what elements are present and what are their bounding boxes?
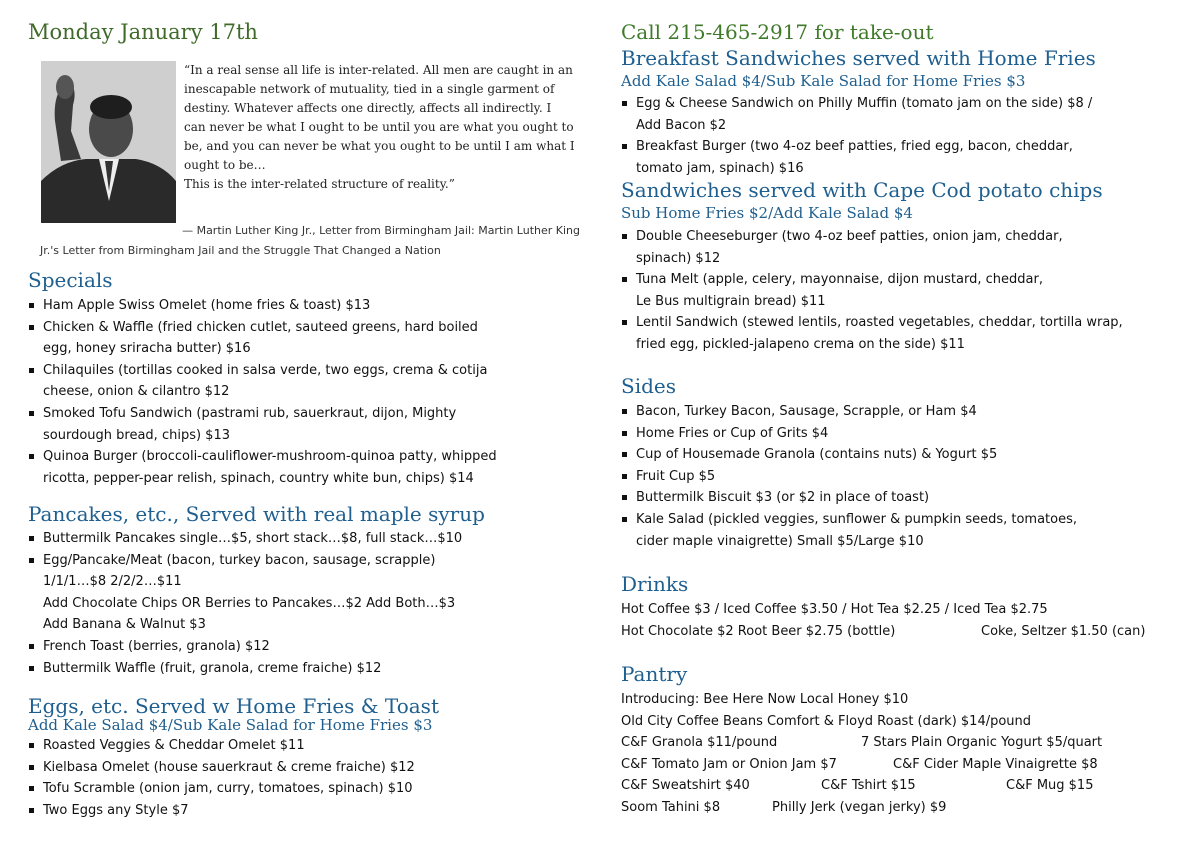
list-item: Chicken & Waffle (fried chicken cutlet, sauteed greens, hard boiled egg, honey sriracha butter) $16 — [28, 317, 497, 360]
pantry-title: Pantry — [621, 662, 688, 686]
list-item: Lentil Sandwich (stewed lentils, roasted vegetables, cheddar, tortilla wrap, fried egg, pickled-jalapeno crema on the side) $11 — [621, 312, 1123, 355]
drinks-coffee-tea: Hot Coffee $3 / Iced Coffee $3.50 / Hot Tea $2.25 / Iced Tea $2.75 — [621, 602, 1048, 617]
list-item: Two Eggs any Style $7 — [28, 800, 415, 822]
list-item: Quinoa Burger (broccoli-cauliflower-mushroom-quinoa patty, whipped ricotta, pepper-pear relish, spinach, country white bun, chips) $14 — [28, 446, 497, 489]
list-item: Cup of Housemade Granola (contains nuts) & Yogurt $5 — [621, 444, 1077, 466]
specials-list — [28, 295, 497, 489]
pantry-jerky: Philly Jerk (vegan jerky) $9 — [772, 799, 947, 815]
specials-title: Specials — [28, 268, 113, 292]
sides-list — [621, 401, 1077, 552]
pantry-honey: Introducing: Bee Here Now Local Honey $10 — [621, 692, 909, 707]
drinks-chocolate-rootbeer: Hot Chocolate $2 Root Beer $2.75 (bottle) — [621, 623, 896, 639]
list-item: Breakfast Burger (two 4-oz beef patties, fried egg, bacon, cheddar, tomato jam, spinach) $16 — [621, 136, 1092, 179]
list-item: Double Cheeseburger (two 4-oz beef patties, onion jam, cheddar, spinach) $12 — [621, 226, 1123, 269]
breakfast-subtitle: Add Kale Salad $4/Sub Kale Salad for Home Fries $3 — [621, 72, 1026, 90]
sandwiches-subtitle: Sub Home Fries $2/Add Kale Salad $4 — [621, 204, 913, 222]
pantry-granola: C&F Granola $11/pound — [621, 735, 778, 751]
pantry-vinaigrette: C&F Cider Maple Vinaigrette $8 — [893, 756, 1098, 772]
list-item: Buttermilk Pancakes single…$5, short stack…$8, full stack…$10 — [28, 528, 462, 550]
pantry-mug: C&F Mug $15 — [1006, 778, 1094, 794]
drinks-coke-seltzer: Coke, Seltzer $1.50 (can) — [981, 623, 1146, 639]
list-item: Roasted Veggies & Cheddar Omelet $11 — [28, 735, 415, 757]
list-item: Egg/Pancake/Meat (bacon, turkey bacon, sausage, scrapple) 1/1/1…$8 2/2/2…$11 Add Chocolate Chips OR Berries to Pancakes…$2 Add Both…$3 Add Banana & Walnut $3 — [28, 550, 462, 636]
pantry-yogurt: 7 Stars Plain Organic Yogurt $5/quart — [861, 735, 1103, 751]
sandwiches-list — [621, 226, 1123, 356]
pantry-jam: C&F Tomato Jam or Onion Jam $7 — [621, 756, 837, 772]
list-item: Bacon, Turkey Bacon, Sausage, Scrapple, or Ham $4 — [621, 401, 1077, 423]
quote-attribution: — Martin Luther King Jr., Letter from Birmingham Jail: Martin Luther King Jr.'s Letter from Birmingham Jail and the Struggle That Changed a Nation — [40, 224, 580, 257]
list-item: Buttermilk Biscuit $3 (or $2 in place of toast) — [621, 487, 1077, 509]
quote-text: “In a real sense all life is inter-related. All men are caught in an inescapable network of mutuality, tied in a single garment of destiny. Whatever affects one directly, affects all indirectly. I can never be what I ought to be until you are what you ought to be, and you can never be what you ought to be until I am what I ought to be… This is the inter-related structure of reality.” — [184, 63, 575, 191]
pantry-tshirt: C&F Tshirt $15 — [821, 778, 916, 794]
list-item: Kielbasa Omelet (house sauerkraut & creme fraiche) $12 — [28, 757, 415, 779]
mlk-photo — [41, 61, 176, 223]
breakfast-list — [621, 93, 1092, 179]
list-item: Tofu Scramble (onion jam, curry, tomatoes, spinach) $10 — [28, 778, 415, 800]
sides-title: Sides — [621, 374, 676, 398]
sandwiches-title: Sandwiches served with Cape Cod potato chips — [621, 178, 1103, 202]
pancakes-title: Pancakes, etc., Served with real maple syrup — [28, 502, 485, 526]
list-item: Buttermilk Waffle (fruit, granola, creme fraiche) $12 — [28, 658, 462, 680]
breakfast-title: Breakfast Sandwiches served with Home Fries — [621, 46, 1096, 70]
list-item: Ham Apple Swiss Omelet (home fries & toast) $13 — [28, 295, 497, 317]
eggs-subtitle: Add Kale Salad $4/Sub Kale Salad for Home Fries $3 — [28, 716, 433, 734]
eggs-list — [28, 735, 415, 821]
eggs-title: Eggs, etc. Served w Home Fries & Toast — [28, 694, 439, 718]
menu-date: Monday January 17th — [28, 20, 258, 44]
list-item: Kale Salad (pickled veggies, sunflower & pumpkin seeds, tomatoes, cider maple vinaigrette) Small $5/Large $10 — [621, 509, 1077, 552]
list-item: Chilaquiles (tortillas cooked in salsa verde, two eggs, crema & cotija cheese, onion & cilantro $12 — [28, 360, 497, 403]
list-item: Tuna Melt (apple, celery, mayonnaise, dijon mustard, cheddar, Le Bus multigrain bread) $11 — [621, 269, 1123, 312]
pantry-sweatshirt: C&F Sweatshirt $40 — [621, 778, 750, 794]
pantry-coffee-beans: Old City Coffee Beans Comfort & Floyd Roast (dark) $14/pound — [621, 713, 1032, 729]
list-item: French Toast (berries, granola) $12 — [28, 636, 462, 658]
pancakes-list — [28, 528, 462, 679]
pantry-tahini: Soom Tahini $8 — [621, 799, 721, 815]
drinks-title: Drinks — [621, 572, 689, 596]
list-item: Fruit Cup $5 — [621, 466, 1077, 488]
list-item: Egg & Cheese Sandwich on Philly Muffin (tomato jam on the side) $8 / Add Bacon $2 — [621, 93, 1092, 136]
list-item: Home Fries or Cup of Grits $4 — [621, 423, 1077, 445]
takeout-phone: Call 215-465-2917 for take-out — [621, 20, 934, 44]
list-item: Smoked Tofu Sandwich (pastrami rub, sauerkraut, dijon, Mighty sourdough bread, chips) $13 — [28, 403, 497, 446]
